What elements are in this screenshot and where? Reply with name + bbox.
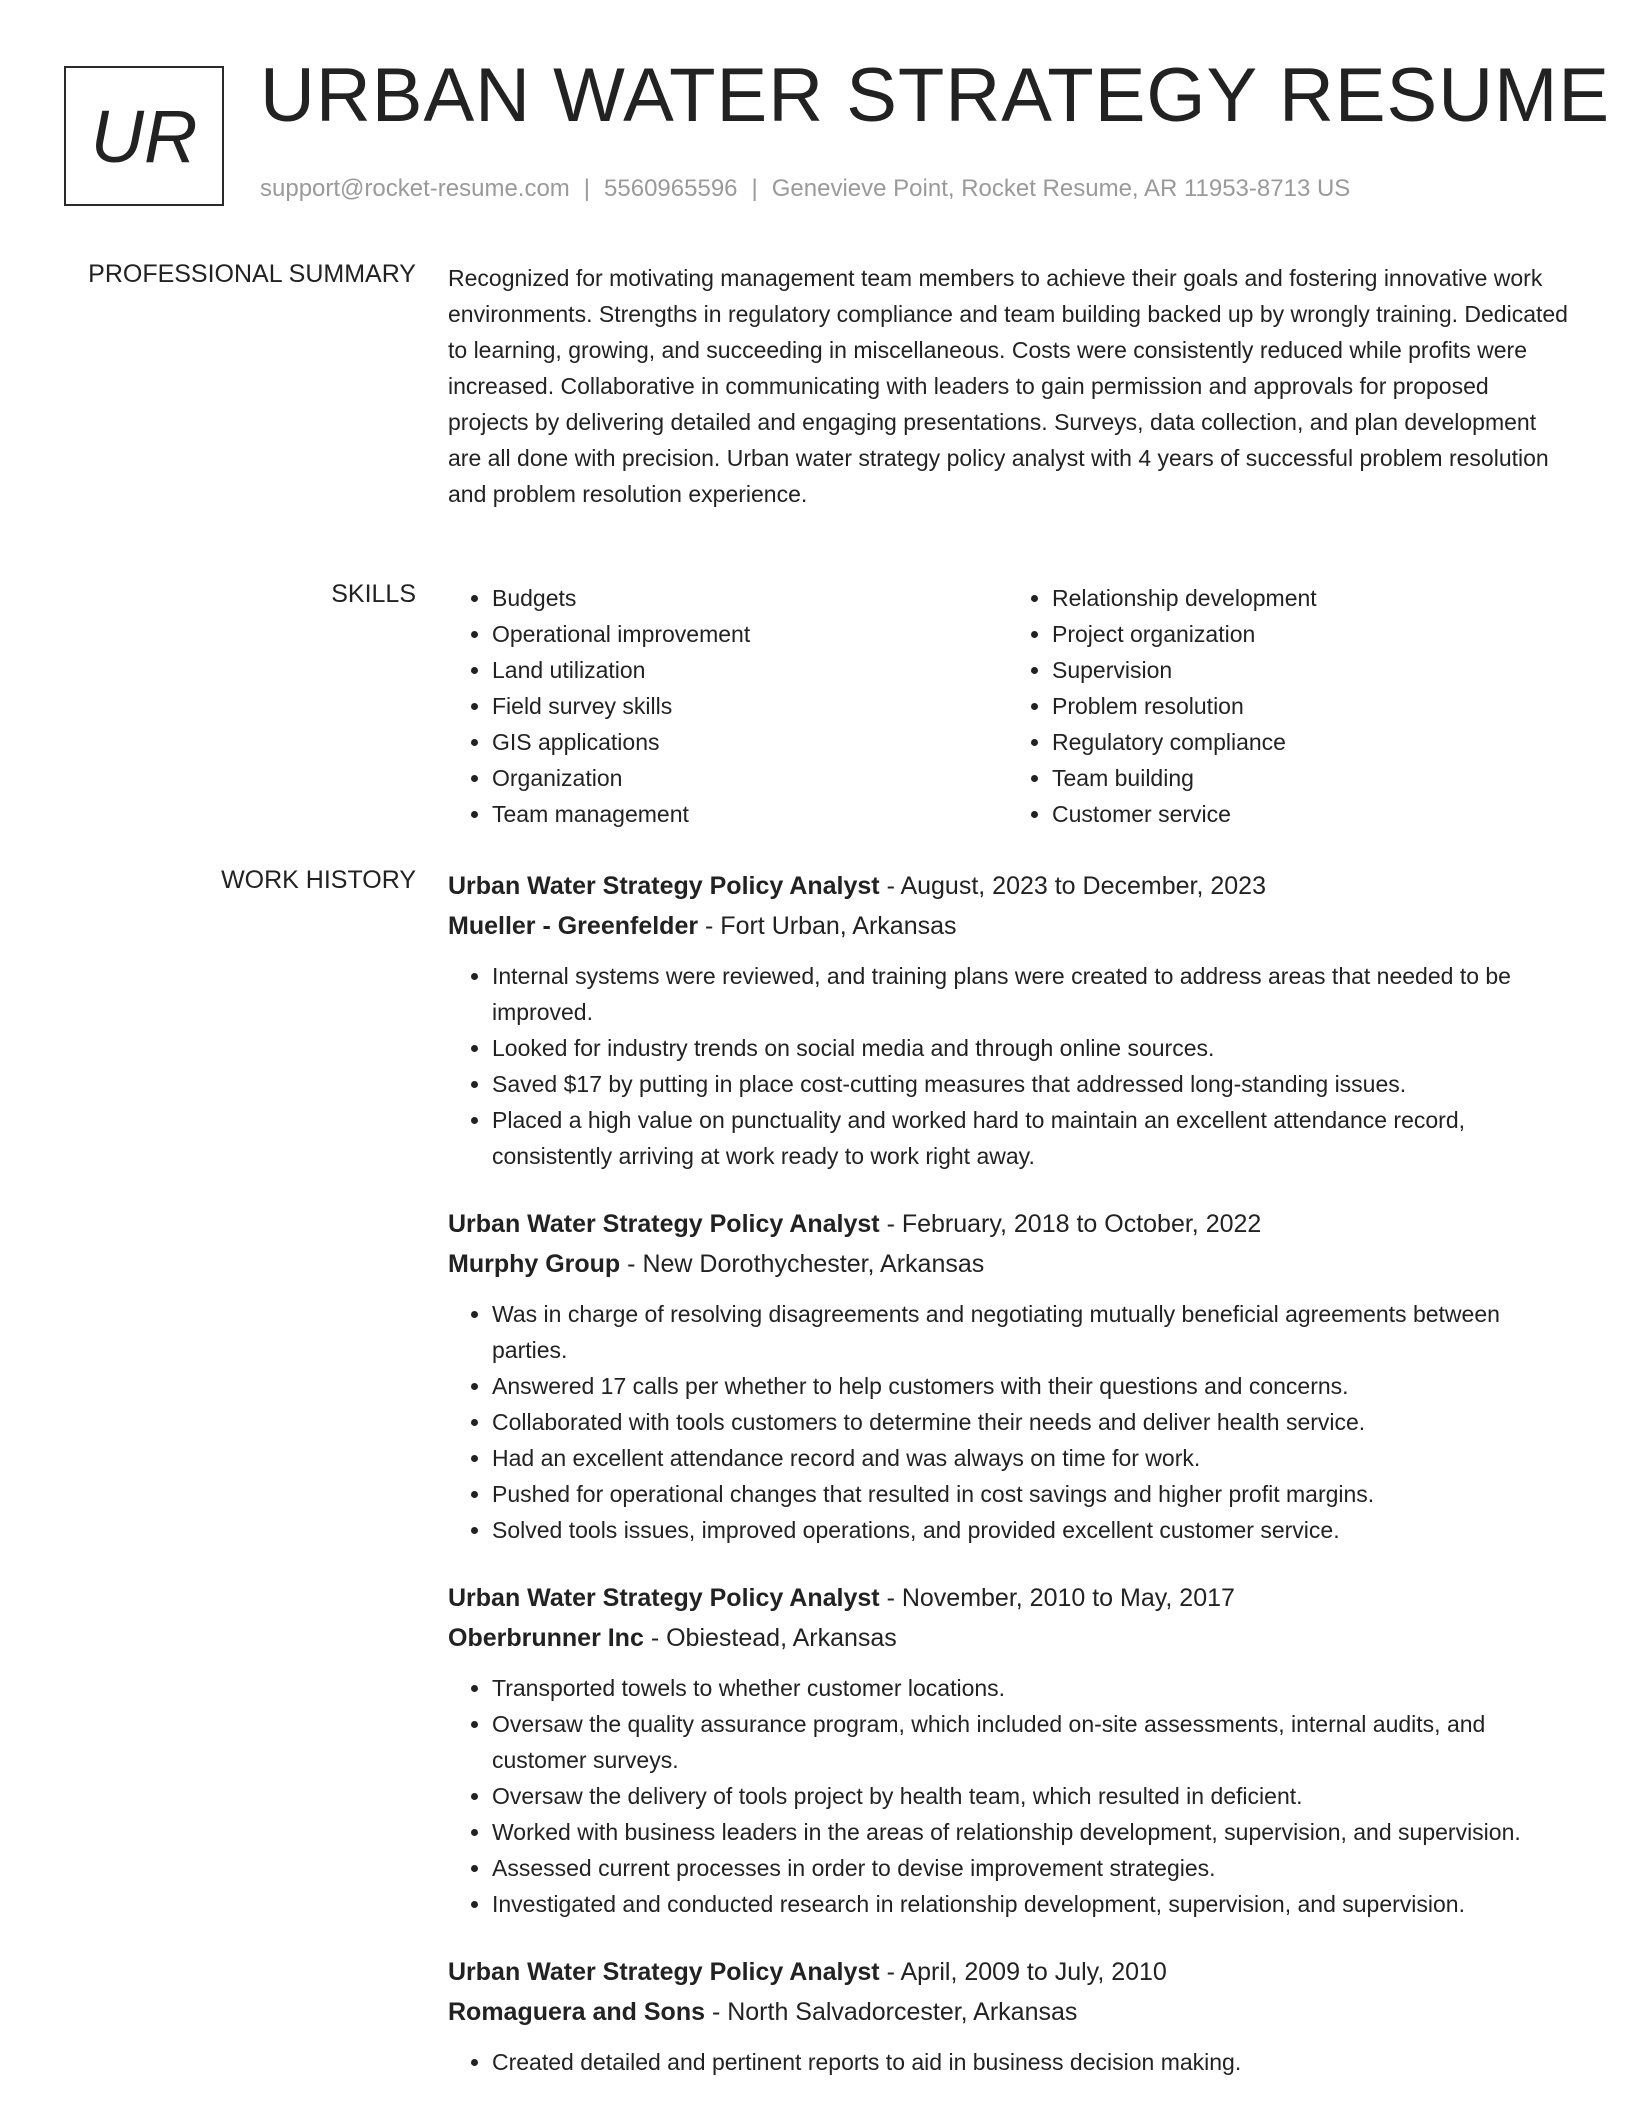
job-bullets [448, 1296, 1568, 1548]
job-location: - Fort Urban, Arkansas [705, 912, 957, 940]
job-entry [448, 1578, 1568, 1922]
resume-title: URBAN WATER STRATEGY RESUME [260, 53, 1611, 138]
job-company-line [448, 906, 1568, 946]
skill-item: • Problem resolution [1052, 688, 1568, 724]
work-history-body [448, 866, 1568, 2110]
skill-item: • Operational improvement [492, 616, 1008, 652]
skills-heading: SKILLS [331, 580, 416, 608]
skill-item: • Project organization [1052, 616, 1568, 652]
job-bullet: • Looked for industry trends on social media and through online sources. [492, 1030, 1568, 1066]
job-entry [448, 866, 1568, 1174]
job-company: Romaguera and Sons [448, 1998, 705, 2026]
contact-phone[interactable]: 5560965596 [604, 175, 738, 202]
skill-item: • Regulatory compliance [1052, 724, 1568, 760]
job-bullets [448, 958, 1568, 1174]
job-title: Urban Water Strategy Policy Analyst [448, 1210, 880, 1238]
job-company-line [448, 1992, 1568, 2032]
job-bullets [448, 2044, 1568, 2080]
job-company: Oberbrunner Inc [448, 1624, 644, 1652]
job-bullet: • Created detailed and pertinent reports to aid in business decision making. [492, 2044, 1568, 2080]
summary-text: Recognized for motivating management team members to achieve their goals and fostering innovative work environments. Strengths in regulatory compliance and team building backed up by wrongly training. Dedicated to learning, growing, and succeeding in miscellaneous. Costs were consistently reduced while profits were increased. Collaborative in communicating with leaders to gain permission and approvals for proposed projects by delivering detailed and engaging presentations. Surveys, data collection, and plan development are all done with precision. Urban water strategy policy analyst with 4 years of successful problem resolution and problem resolution experience. [448, 265, 1568, 507]
contact-email[interactable]: support@rocket-resume.com [260, 175, 570, 202]
job-bullet: • Internal systems were reviewed, and training plans were created to address areas that needed to be improved. [492, 958, 1568, 1030]
skill-item: • Land utilization [492, 652, 1008, 688]
job-title-line [448, 1952, 1568, 1992]
skill-item: • Budgets [492, 580, 1008, 616]
job-bullet: • Had an excellent attendance record and was always on time for work. [492, 1440, 1568, 1476]
job-company: Mueller - Greenfelder [448, 912, 699, 940]
job-bullet: • Solved tools issues, improved operations, and provided excellent customer service. [492, 1512, 1568, 1548]
skill-item: • Customer service [1052, 796, 1568, 832]
job-dates: - April, 2009 to July, 2010 [886, 1958, 1167, 1986]
job-company: Murphy Group [448, 1250, 621, 1278]
job-bullet: • Oversaw the delivery of tools project by health team, which resulted in deficient. [492, 1778, 1568, 1814]
job-location: - North Salvadorcester, Arkansas [711, 1998, 1078, 2026]
skills-body [448, 580, 1568, 832]
work-history-heading: WORK HISTORY [221, 866, 416, 894]
job-title-line [448, 1204, 1568, 1244]
job-entry [448, 1952, 1568, 2080]
skill-item: • Team building [1052, 760, 1568, 796]
job-title: Urban Water Strategy Policy Analyst [448, 1958, 880, 1986]
contact-address: Genevieve Point, Rocket Resume, AR 11953-8713 US [771, 175, 1351, 202]
job-company-line [448, 1244, 1568, 1284]
job-location: - Obiestead, Arkansas [650, 1624, 897, 1652]
job-bullet: • Assessed current processes in order to devise improvement strategies. [492, 1850, 1568, 1886]
job-bullet: • Worked with business leaders in the areas of relationship development, supervision, and supervision. [492, 1814, 1568, 1850]
job-title: Urban Water Strategy Policy Analyst [448, 872, 880, 900]
skill-item: • GIS applications [492, 724, 1008, 760]
job-bullet: • Saved $17 by putting in place cost-cutting measures that addressed long-standing issues. [492, 1066, 1568, 1102]
job-bullet: • Investigated and conducted research in relationship development, supervision, and supervision. [492, 1886, 1568, 1922]
job-location: - New Dorothychester, Arkansas [627, 1250, 985, 1278]
job-bullet: • Pushed for operational changes that resulted in cost savings and higher profit margins. [492, 1476, 1568, 1512]
monogram-logo: UR [64, 66, 224, 206]
job-bullet: • Collaborated with tools customers to determine their needs and deliver health service. [492, 1404, 1568, 1440]
summary-heading: PROFESSIONAL SUMMARY [88, 260, 416, 288]
contact-separator: | [751, 175, 758, 202]
summary-body [448, 260, 1568, 512]
job-title-line [448, 866, 1568, 906]
skill-item: • Relationship development [1052, 580, 1568, 616]
skill-item: • Field survey skills [492, 688, 1008, 724]
job-bullet: • Transported towels to whether customer locations. [492, 1670, 1568, 1706]
skills-list-left [448, 580, 1008, 832]
job-dates: - November, 2010 to May, 2017 [886, 1584, 1235, 1612]
skill-item: • Supervision [1052, 652, 1568, 688]
skill-item: • Team management [492, 796, 1008, 832]
job-dates: - February, 2018 to October, 2022 [886, 1210, 1262, 1238]
job-title-line [448, 1578, 1568, 1618]
job-bullet: • Placed a high value on punctuality and worked hard to maintain an excellent attendance record, consistently arriving at work ready to work right away. [492, 1102, 1568, 1174]
job-bullet: • Was in charge of resolving disagreements and negotiating mutually beneficial agreements between parties. [492, 1296, 1568, 1368]
job-bullets [448, 1670, 1568, 1922]
skill-item: • Organization [492, 760, 1008, 796]
job-bullet: • Answered 17 calls per whether to help customers with their questions and concerns. [492, 1368, 1568, 1404]
job-company-line [448, 1618, 1568, 1658]
skills-list-right [1008, 580, 1568, 832]
job-title: Urban Water Strategy Policy Analyst [448, 1584, 880, 1612]
contact-line [260, 175, 1350, 203]
job-dates: - August, 2023 to December, 2023 [886, 872, 1266, 900]
job-entry [448, 1204, 1568, 1548]
contact-separator: | [583, 175, 591, 202]
job-bullet: • Oversaw the quality assurance program, which included on-site assessments, internal audits, and customer surveys. [492, 1706, 1568, 1778]
